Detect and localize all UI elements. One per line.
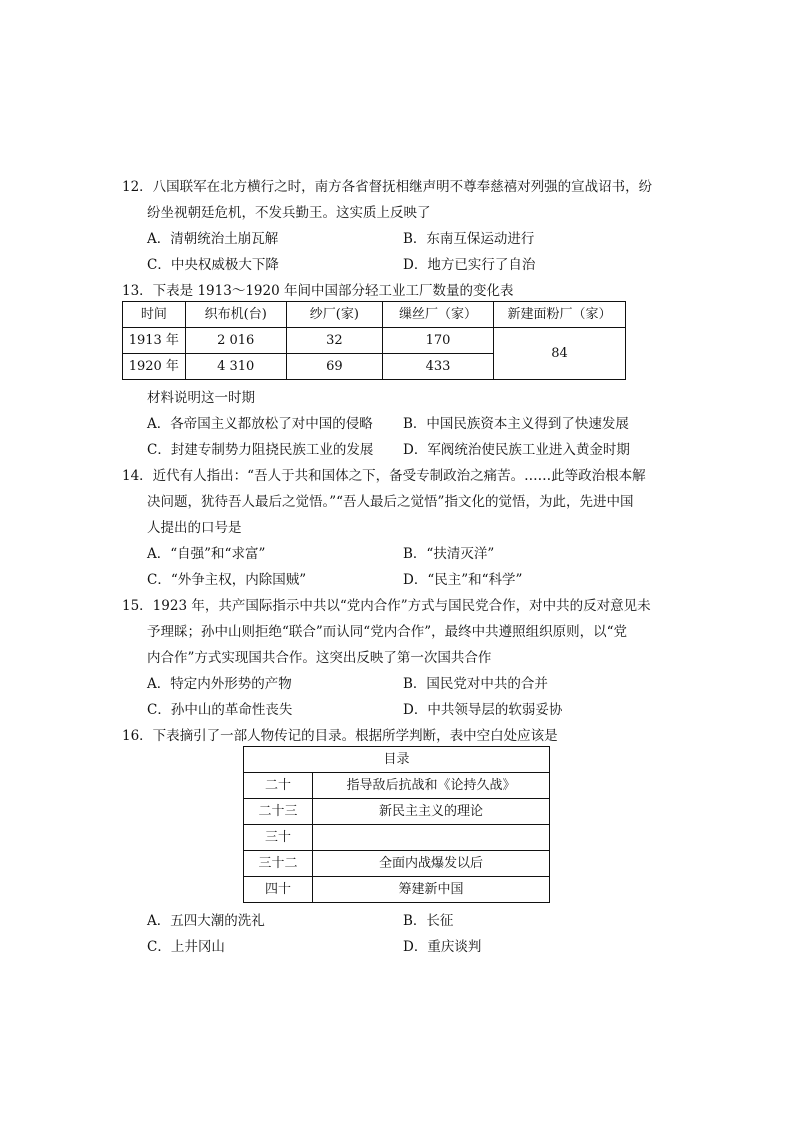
table-row (244, 851, 550, 877)
chapter-title: 指导敌后抗战和《论持久战》 (313, 773, 550, 799)
table-row (123, 328, 626, 354)
q12-stem-line1: 12．八国联军在北方横行之时，南方各省督抚相继声明不尊奉慈禧对列强的宣战诏书，纷 (122, 179, 653, 195)
q13-option-c: C．封建专制势力阻挠民族工业的发展 (147, 442, 374, 458)
q16-option-d: D．重庆谈判 (403, 939, 482, 955)
table-header-cell: 新建面粉厂（家） (494, 302, 626, 328)
q13-factory-table (122, 301, 626, 380)
table-cell: 433 (382, 354, 493, 380)
table-cell: 32 (286, 328, 382, 354)
table-cell: 4 310 (185, 354, 286, 380)
chapter-title: 全面内战爆发以后 (313, 851, 550, 877)
table-row (244, 877, 550, 903)
q15-option-b: B．国民党对中共的合并 (403, 676, 548, 692)
q13-option-d: D．军阀统治使民族工业进入黄金时期 (403, 442, 630, 458)
chapter-title: 筹建新中国 (313, 877, 550, 903)
q12-option-c: C．中央权威极大下降 (147, 257, 279, 273)
table-cell: 69 (286, 354, 382, 380)
q14-option-b: B．“扶清灭洋” (403, 546, 495, 562)
chapter-number: 二十三 (244, 799, 313, 825)
q12-option-b: B．东南互保运动进行 (403, 231, 535, 247)
table-row (244, 825, 550, 851)
chapter-number: 四十 (244, 877, 313, 903)
chapter-title: 新民主主义的理论 (313, 799, 550, 825)
q16-stem: 16．下表摘引了一部人物传记的目录。根据所学判断，表中空白处应该是 (122, 728, 558, 744)
table-cell: 1920 年 (123, 354, 186, 380)
q14-option-a: A．“自强”和“求富” (147, 546, 266, 562)
chapter-number: 二十 (244, 773, 313, 799)
table-row (244, 799, 550, 825)
q14-stem-line2: 决问题，犹待吾人最后之觉悟。”“吾人最后之觉悟”指文化的觉悟，为此，先进中国 (147, 494, 634, 510)
q15-option-a: A．特定内外形势的产物 (147, 676, 292, 692)
q13-after-text: 材料说明这一时期 (147, 390, 255, 406)
table-merged-cell: 84 (494, 328, 626, 380)
q12-stem-line2: 纷坐视朝廷危机，不发兵勤王。这实质上反映了 (147, 205, 431, 221)
q13-stem: 13．下表是 1913～1920 年间中国部分轻工业工厂数量的变化表 (122, 283, 514, 299)
q13-option-b: B．中国民族资本主义得到了快速发展 (403, 416, 629, 432)
chapter-number: 三十二 (244, 851, 313, 877)
q16-option-c: C．上井冈山 (147, 939, 225, 955)
q14-stem-line3: 人提出的口号是 (147, 520, 242, 536)
q14-option-d: D．“民主”和“科学” (403, 572, 523, 588)
q16-contents-table (243, 746, 550, 903)
table-row (244, 773, 550, 799)
table-header-cell: 缫丝厂（家） (382, 302, 493, 328)
q16-option-b: B．长征 (403, 913, 454, 929)
chapter-number: 三十 (244, 825, 313, 851)
q12-option-a: A．清朝统治土崩瓦解 (147, 231, 279, 247)
table-cell: 1913 年 (123, 328, 186, 354)
q15-option-c: C．孙中山的革命性丧失 (147, 702, 293, 718)
table-header-cell: 时间 (123, 302, 186, 328)
q14-stem-line1: 14．近代有人指出：“吾人于共和国体之下，备受专制政治之痛苦。……此等政治根本解 (122, 468, 646, 484)
table-header-cell: 纱厂(家) (286, 302, 382, 328)
q15-stem-line3: 内合作”方式实现国共合作。这突出反映了第一次国共合作 (147, 650, 492, 666)
q13-option-a: A．各帝国主义都放松了对中国的侵略 (147, 416, 373, 432)
table-cell: 170 (382, 328, 493, 354)
q15-stem-line2: 予理睬；孙中山则拒绝“联合”而认同“党内合作”，最终中共遵照组织原则，以“党 (147, 624, 628, 640)
table-title-row (244, 747, 550, 773)
table-header-row (123, 302, 626, 328)
contents-title: 目录 (244, 747, 550, 773)
table-cell: 2 016 (185, 328, 286, 354)
q15-option-d: D．中共领导层的软弱妥协 (403, 702, 563, 718)
chapter-title-blank (313, 825, 550, 851)
q16-option-a: A．五四大潮的洗礼 (147, 913, 265, 929)
q12-option-d: D．地方已实行了自治 (403, 257, 536, 273)
q15-stem-line1: 15．1923 年，共产国际指示中共以“党内合作”方式与国民党合作，对中共的反对意见未 (122, 598, 651, 614)
q14-option-c: C．“外争主权，内除国贼” (147, 572, 307, 588)
table-header-cell: 织布机(台) (185, 302, 286, 328)
